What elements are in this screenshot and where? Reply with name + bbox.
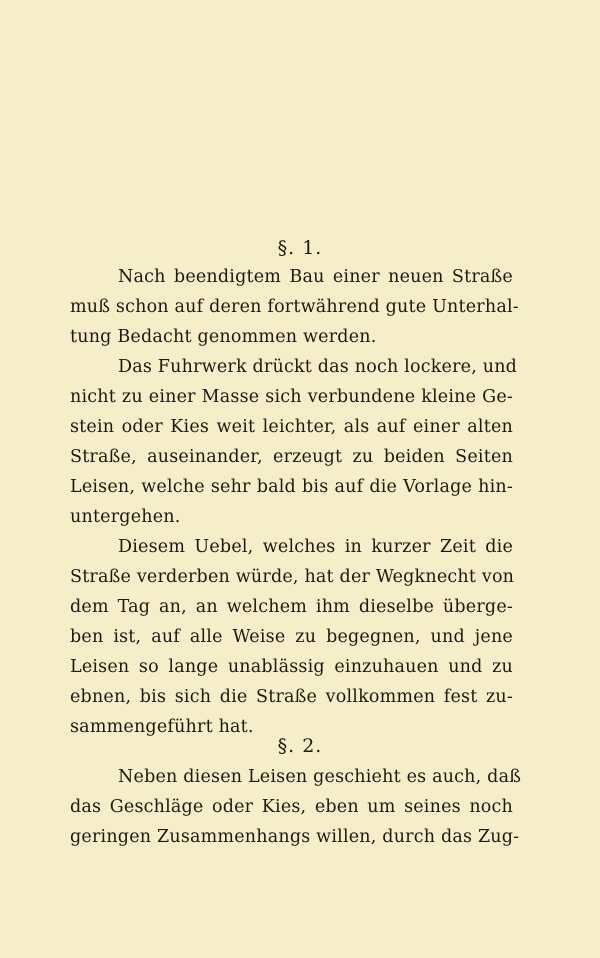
text-line: dem Tag an, an welchem ihm dieselbe überge- bbox=[70, 597, 513, 617]
text-line: Neben diesen Leisen geschieht es auch, daß bbox=[118, 767, 522, 787]
text-line: das Geschläge oder Kies, eben um seines noch bbox=[70, 797, 513, 817]
text-line: untergehen. bbox=[70, 507, 181, 527]
text-line: ebnen, bis sich die Straße vollkommen fest zu- bbox=[70, 687, 513, 707]
text-line: tung Bedacht genommen werden. bbox=[70, 327, 377, 347]
text-line: ben ist, auf alle Weise zu begegnen, und jene bbox=[70, 627, 513, 647]
text-line: Straße verderben würde, hat der Wegknecht von bbox=[70, 567, 515, 587]
text-line: sammengeführt hat. bbox=[70, 717, 254, 737]
text-line: Leisen so lange unablässig einzuhauen und zu bbox=[70, 657, 513, 677]
section-heading-2: §. 2. bbox=[277, 735, 323, 757]
text-line: Nach beendigtem Bau einer neuen Straße bbox=[118, 267, 513, 287]
text-line: stein oder Kies weit leichter, als auf einer alten bbox=[70, 417, 513, 437]
text-line: Leisen, welche sehr bald bis auf die Vorlage hin- bbox=[70, 477, 513, 497]
text-line: geringen Zusammenhangs willen, durch das Zug- bbox=[70, 827, 520, 847]
section-heading-1: §. 1. bbox=[277, 237, 323, 259]
text-line: muß schon auf deren fortwährend gute Unterhal- bbox=[70, 297, 519, 317]
text-line: Das Fuhrwerk drückt das noch lockere, und bbox=[118, 357, 518, 377]
text-line: Diesem Uebel, welches in kurzer Zeit die bbox=[118, 537, 513, 557]
text-line: Straße, auseinander, erzeugt zu beiden Seiten bbox=[70, 447, 513, 467]
text-line: nicht zu einer Masse sich verbundene kleine Ge- bbox=[70, 387, 513, 407]
